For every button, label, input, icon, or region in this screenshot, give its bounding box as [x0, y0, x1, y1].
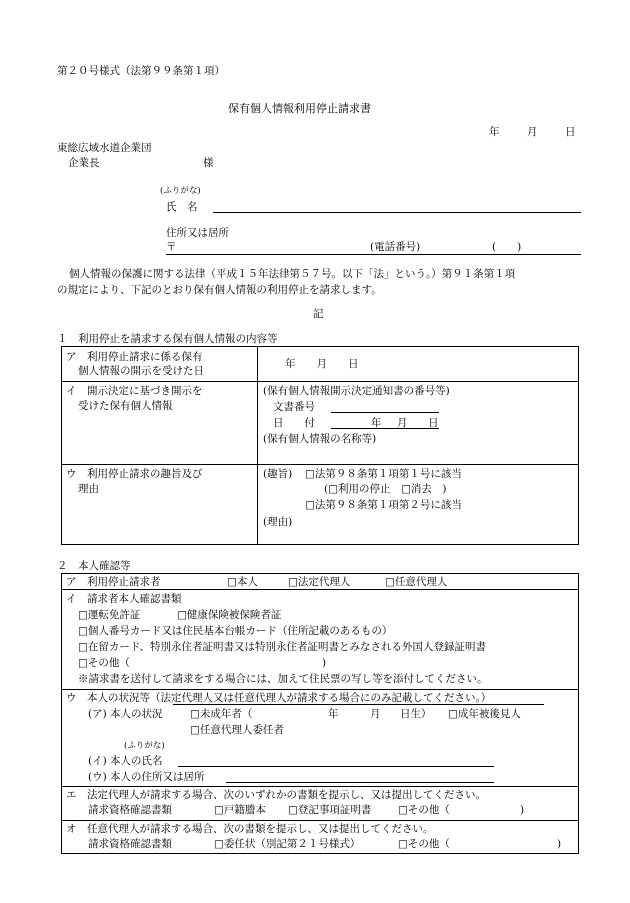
s2-u-address-label: (ウ) 本人の住所又は居所	[88, 771, 205, 783]
s2-i-other-close: )	[322, 657, 327, 669]
s2-u-furigana-label: (ふりがな)	[124, 741, 165, 751]
s1-u-option-1-sub[interactable]: (□利用の停止 □消去 )	[324, 483, 447, 495]
s2-row-divider-u	[61, 786, 579, 787]
s1-i-year: 年	[371, 417, 382, 429]
s1-u-purpose-label: (趣旨)	[263, 468, 293, 480]
phone-area-code: ( )	[492, 241, 522, 253]
s1-i-name: (保有個人情報の名称等)	[263, 433, 377, 445]
s2-u-title: ウ 本人の状況等（法定代理人又は任意代理人が請求する場合にのみ記載してください。）	[66, 692, 492, 704]
s2-u-principal-option[interactable]: □任意代理人委任者	[190, 724, 284, 736]
s1-u-label-2: 理由	[78, 483, 99, 495]
phone-label: (電話番号)	[370, 241, 421, 253]
s2-i-license-option[interactable]: □運転免許証	[78, 609, 141, 621]
s1-i-label-2: 受けた保有個人情報	[78, 400, 173, 412]
s1-i-docno-field[interactable]	[331, 412, 439, 413]
intro-line-2: の規定により、下記のとおり保有個人情報の利用停止を請求します。	[57, 284, 382, 296]
date-month: 月	[527, 126, 538, 138]
s1-a-label-2: 個人情報の開示を受けた日	[78, 365, 204, 377]
intro-line-1: 個人情報の保護に関する法律（平成１５年法律第５７号。以下「法」という。）第９１条第１項	[69, 268, 516, 280]
date-year: 年	[489, 126, 500, 138]
s2-row-divider-a	[61, 589, 579, 590]
section1-title: １ 利用停止を請求する保有個人情報の内容等	[57, 333, 278, 345]
s2-i-other-option[interactable]: □その他（	[78, 657, 130, 669]
s1-u-option-2[interactable]: □法第９８条第１項第２号に該当	[305, 499, 462, 511]
s2-e-koseki-option[interactable]: □戸籍謄本	[214, 804, 266, 816]
section2-title: ２ 本人確認等	[57, 560, 131, 572]
section1-row-divider-2	[61, 464, 579, 465]
s2-row-divider-e	[61, 820, 579, 821]
s2-i-title: イ 請求者本人確認書類	[66, 593, 182, 605]
s2-u-birth-day: 日生）	[400, 708, 432, 720]
requester-address-field[interactable]	[166, 254, 581, 255]
s1-u-reason-label: (理由)	[263, 516, 293, 528]
document-title: 保有個人情報利用停止請求書	[228, 102, 371, 115]
section1-col-divider	[257, 346, 258, 545]
requester-name-label: 氏 名	[166, 201, 198, 213]
s2-i-insurance-option[interactable]: □健康保険被保険者証	[177, 609, 282, 621]
requester-name-field[interactable]	[213, 212, 581, 213]
honorific: 様	[203, 157, 214, 169]
s2-u-title-underline	[173, 704, 544, 705]
s2-u-minor-option[interactable]: □未成年者（	[190, 708, 253, 720]
s1-u-label-1: ウ 利用停止請求の趣旨及び	[66, 468, 203, 480]
addressee: 企業長	[68, 157, 100, 169]
s1-i-date-field[interactable]	[331, 428, 439, 429]
postal-mark: 〒	[166, 241, 177, 253]
s2-o-proxy-option[interactable]: □委任状（別記第２１号様式）	[214, 838, 361, 850]
s2-u-birth-year: 年	[328, 708, 339, 720]
date-day: 日	[565, 126, 576, 138]
s2-a-voluntary-agent-option[interactable]: □任意代理人	[385, 576, 448, 588]
s2-e-registry-option[interactable]: □登記事項証明書	[288, 804, 372, 816]
s1-i-day: 日	[428, 417, 439, 429]
s2-u-status-label: (ア) 本人の状況	[88, 708, 163, 720]
organization-name: 東総広域水道企業団	[57, 142, 152, 154]
s1-a-label-1: ア 利用停止請求に係る保有	[66, 351, 203, 363]
s2-o-other-close: )	[557, 838, 562, 850]
s2-o-label: 請求資格確認書類	[88, 838, 172, 850]
s2-e-label: 請求資格確認書類	[88, 804, 172, 816]
s2-i-mynumber-option[interactable]: □個人番号カード又は住民基本台帳カード（住所記載のあるもの）	[78, 625, 393, 637]
s1-i-docno-label: 文書番号	[273, 401, 315, 413]
s2-u-adult-ward-option[interactable]: □成年被後見人	[448, 708, 521, 720]
requester-furigana-label: (ふりがな)	[160, 186, 201, 196]
form-number: 第２０号様式（法第９９条第１項）	[57, 65, 225, 77]
s1-i-month: 月	[397, 417, 408, 429]
ki-heading: 記	[313, 308, 324, 320]
s2-a-label: ア 利用停止請求者	[66, 576, 161, 588]
s2-a-legal-agent-option[interactable]: □法定代理人	[288, 576, 351, 588]
s1-i-label-1: イ 開示決定に基づき開示を	[66, 385, 203, 397]
s2-e-other-option[interactable]: □その他（	[398, 804, 450, 816]
requester-address-label: 住所又は居所	[166, 227, 229, 239]
s2-o-other-option[interactable]: □その他（	[398, 838, 450, 850]
s1-i-notice: (保有個人情報開示決定通知書の番号等)	[263, 385, 450, 397]
s2-u-address-field[interactable]	[226, 782, 494, 783]
s2-u-birth-month: 月	[370, 708, 381, 720]
s2-i-note: ※請求書を送付して請求をする場合には、加えて住民票の写し等を添付してください。	[78, 673, 488, 685]
s1-u-option-1[interactable]: □法第９８条第１項第１号に該当	[305, 468, 462, 480]
s1-a-date: 年 月 日	[285, 358, 359, 370]
s1-i-date-label: 日 付	[273, 417, 315, 429]
s2-e-other-close: )	[520, 804, 525, 816]
s2-a-self-option[interactable]: □本人	[227, 576, 258, 588]
section1-row-divider-1	[61, 381, 579, 382]
s2-u-name-label: (イ) 本人の氏名	[88, 755, 163, 767]
s2-row-divider-i	[61, 689, 579, 690]
s2-i-residence-card-option[interactable]: □在留カード、特別永住者証明書又は特別永住者証明書とみなされる外国人登録証明書	[78, 641, 486, 653]
s2-e-title: エ 法定代理人が請求する場合、次のいずれかの書類を提示し、又は提出してください。	[66, 789, 486, 801]
s2-u-name-field[interactable]	[178, 766, 494, 767]
s2-o-title: オ 任意代理人が請求する場合、次の書類を提示し、又は提出してください。	[66, 823, 434, 835]
